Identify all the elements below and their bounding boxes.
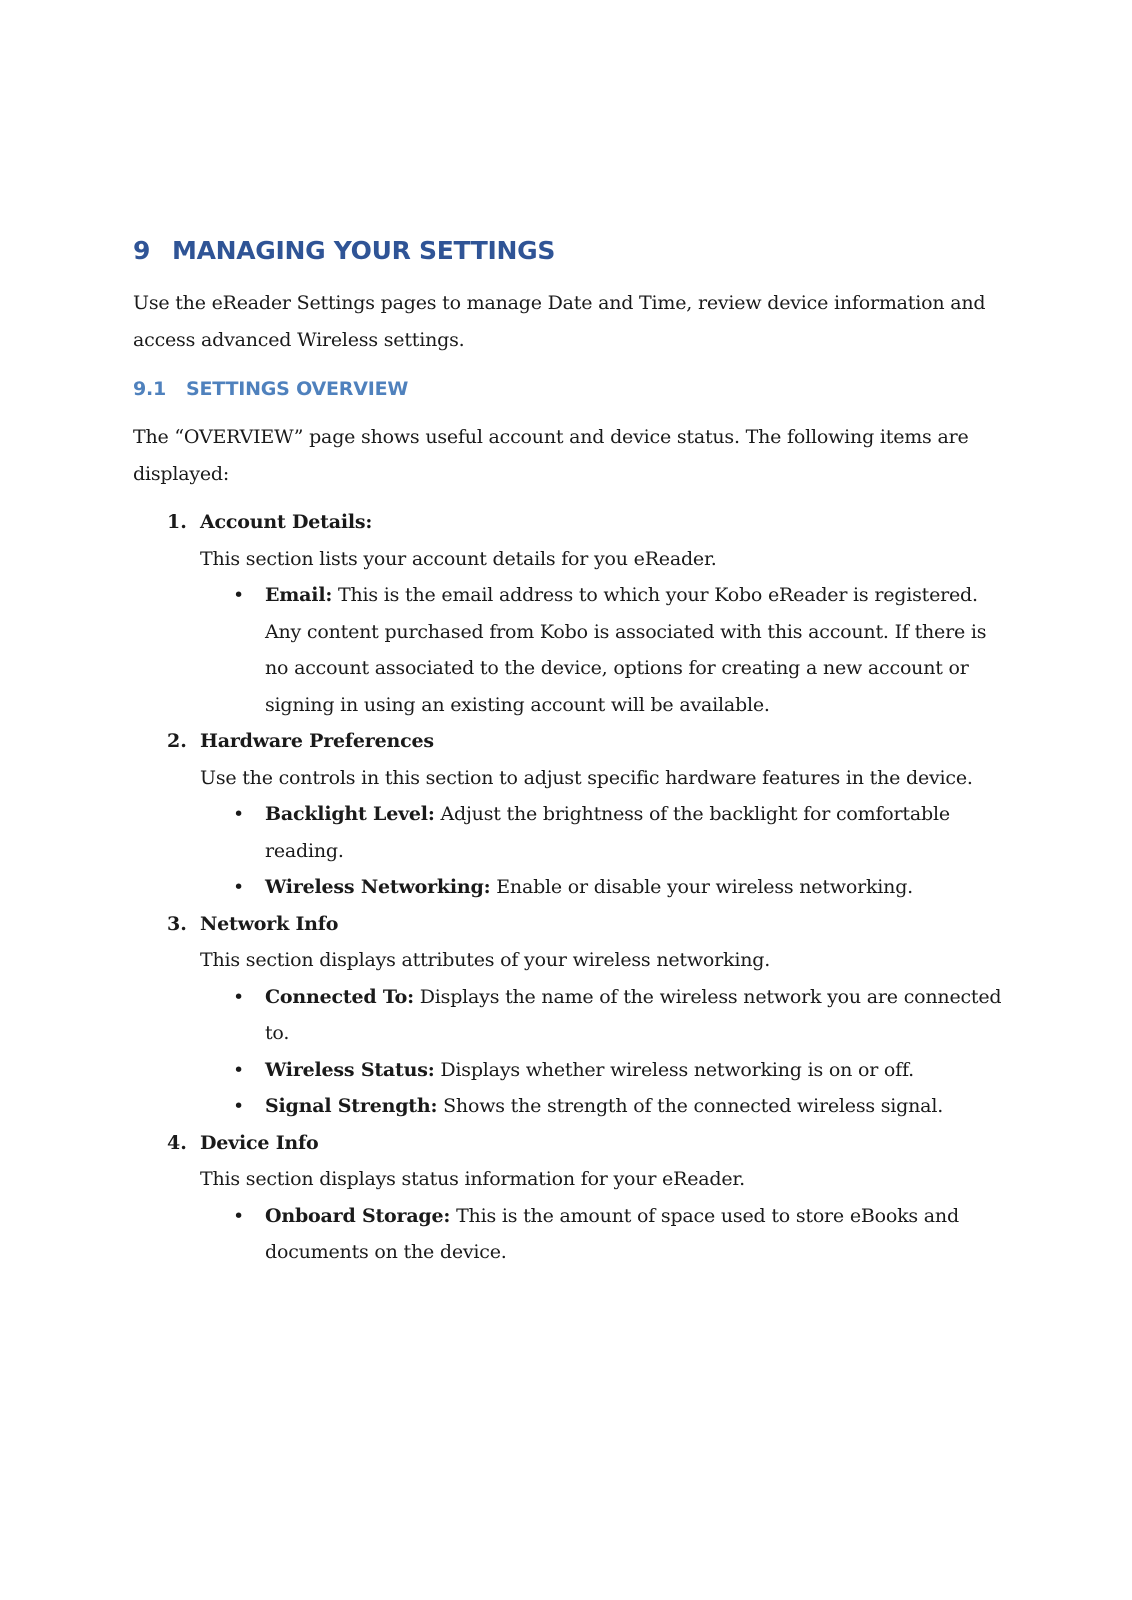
- bullet-item-email: [200, 577, 1013, 723]
- chapter-number: 9: [133, 236, 151, 265]
- list-item-title: Device Info: [200, 1131, 319, 1154]
- bullet-icon: •: [233, 584, 245, 606]
- bullet-text: This is the amount of space used to store eBooks and documents on the device.: [265, 1204, 959, 1263]
- bullet-list: [200, 577, 1013, 723]
- list-item-network-info: [133, 906, 1013, 1125]
- bullet-icon: •: [233, 1058, 245, 1081]
- bullet-text: Displays whether wireless networking is on or off.: [434, 1058, 914, 1081]
- bullet-item-wireless-networking: [200, 869, 1013, 906]
- bullet-item-backlight: [200, 796, 1013, 869]
- bullet-label: Wireless Networking:: [265, 876, 491, 898]
- bullet-text: This is the email address to which your Kobo eReader is registered. Any content purchased from Kobo is associated with this account. If there is no account associated to the device, options for creating a new account or signing in using an existing account will be available.: [265, 584, 987, 716]
- bullet-label: Backlight Level:: [265, 803, 435, 825]
- chapter-title: MANAGING YOUR SETTINGS: [172, 236, 556, 265]
- bullet-icon: •: [233, 1095, 245, 1117]
- bullet-text: Adjust the brightness of the backlight for comfortable reading.: [265, 803, 950, 862]
- list-number: 4.: [167, 1131, 187, 1154]
- bullet-list: [200, 796, 1013, 906]
- bullet-text: Shows the strength of the connected wireless signal.: [437, 1095, 944, 1117]
- bullet-label: Signal Strength:: [265, 1095, 438, 1117]
- bullet-label: Email:: [265, 584, 333, 606]
- list-item-title: Network Info: [200, 912, 339, 935]
- bullet-list: [200, 979, 1013, 1125]
- list-item-description: This section lists your account details for you eReader.: [200, 547, 717, 570]
- bullet-item-connected-to: [200, 979, 1013, 1052]
- bullet-text: Enable or disable your wireless networking.: [490, 876, 913, 898]
- list-item-hardware-preferences: [133, 723, 1013, 906]
- bullet-icon: •: [233, 803, 245, 825]
- list-item-description: Use the controls in this section to adjust specific hardware features in the device.: [200, 766, 973, 789]
- list-item-title: Account Details:: [200, 511, 373, 533]
- chapter-heading: [133, 234, 1013, 268]
- bullet-icon: •: [233, 1204, 245, 1227]
- list-item-description: This section displays status information for your eReader.: [200, 1168, 746, 1190]
- bullet-item-onboard-storage: [200, 1198, 1013, 1271]
- bullet-list: [200, 1198, 1013, 1271]
- section-heading: [133, 375, 1013, 403]
- page-content: [133, 234, 1013, 1271]
- list-item-account-details: [133, 504, 1013, 723]
- bullet-item-signal-strength: [200, 1088, 1013, 1125]
- sections-list: [133, 504, 1013, 1271]
- list-item-device-info: [133, 1125, 1013, 1271]
- bullet-icon: •: [233, 985, 245, 1008]
- list-item-description: This section displays attributes of your wireless networking.: [200, 949, 771, 971]
- section-number: 9.1: [133, 378, 167, 400]
- spacer: [133, 492, 1013, 504]
- intro-paragraph: Use the eReader Settings pages to manage Date and Time, review device information and access advanced Wireless settings.: [133, 292, 986, 351]
- list-number: 2.: [167, 730, 187, 752]
- bullet-text: Displays the name of the wireless network you are connected to.: [265, 985, 1002, 1044]
- bullet-label: Connected To:: [265, 985, 414, 1008]
- bullet-item-wireless-status: [200, 1052, 1013, 1089]
- list-number: 1.: [167, 511, 187, 533]
- list-number: 3.: [167, 912, 187, 935]
- overview-paragraph: The “OVERVIEW” page shows useful account and device status. The following items are displayed:: [133, 426, 969, 485]
- bullet-icon: •: [233, 876, 245, 898]
- section-title: SETTINGS OVERVIEW: [186, 378, 409, 400]
- bullet-label: Wireless Status:: [265, 1058, 435, 1081]
- bullet-label: Onboard Storage:: [265, 1204, 451, 1227]
- list-item-title: Hardware Preferences: [200, 730, 434, 752]
